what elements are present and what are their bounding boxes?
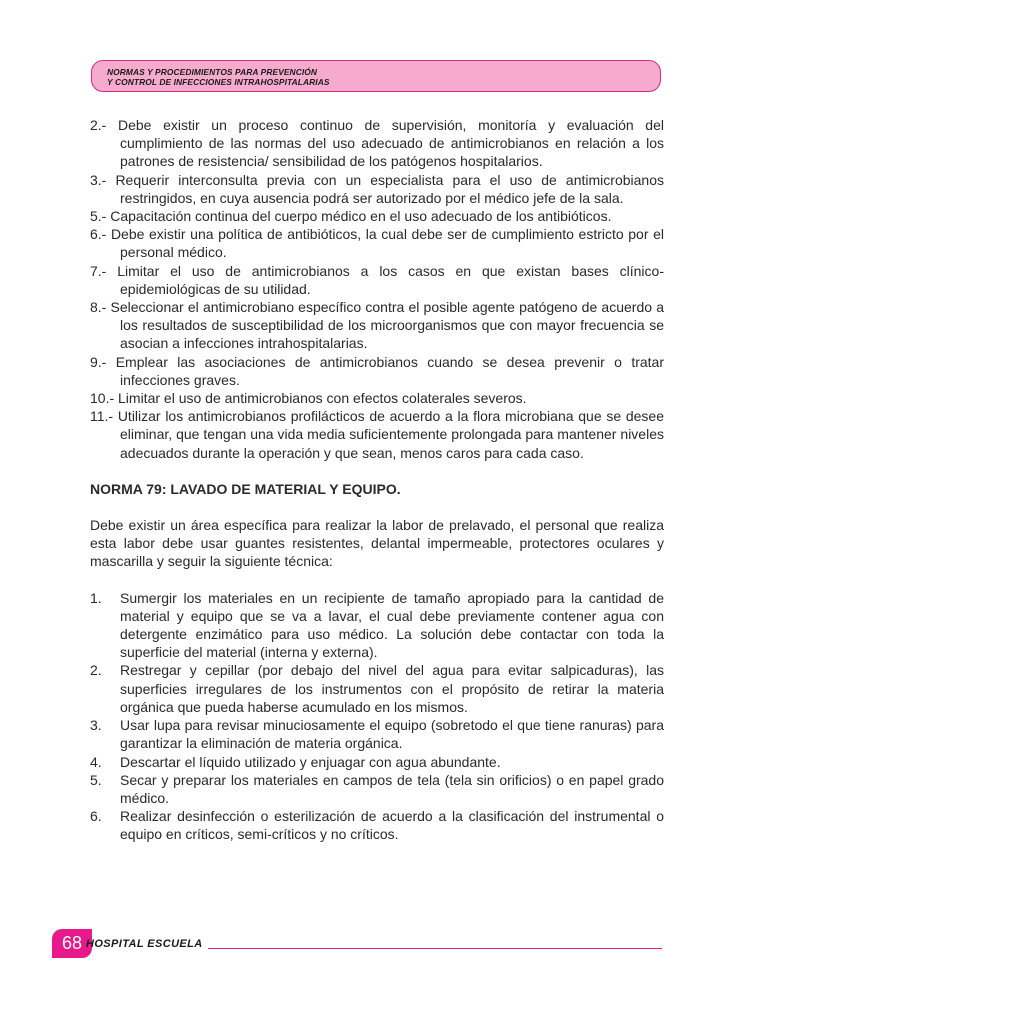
list-item-number: 11.- (90, 408, 118, 425)
list-item-text: Capacitación continua del cuerpo médico en el uso adecuado de los antibióticos. (110, 208, 612, 225)
page-number-badge: 68 (52, 929, 92, 958)
list-item (90, 407, 664, 462)
step-text: Realizar desinfección o esterilización de acuerdo a la clasificación del instrumental o equipo en críticos, semi-críticos y no críticos. (120, 808, 664, 843)
step-item (90, 661, 664, 716)
list-item (90, 207, 664, 225)
list-item (90, 171, 664, 207)
list-item (90, 225, 664, 261)
step-item (90, 753, 664, 771)
page-body (90, 116, 664, 844)
list-item-text: Debe existir una política de antibióticos, la cual debe ser de cumplimiento estricto por el personal médico. (110, 226, 664, 261)
list-item-text: Utilizar los antimicrobianos profilácticos de acuerdo a la flora microbiana que se desee eliminar, que tengan una vida media suficientemente prolongada para mantener niveles adecuados durante la operación y que sean, menos caros para cada caso. (117, 408, 664, 461)
step-number: 6. (90, 808, 102, 825)
list-item-text: Requerir interconsulta previa con un especialista para el uso de antimicrobianos restringidos, en cuya ausencia podrá ser autorizado por el médico jefe de la sala. (115, 171, 664, 206)
list-item (90, 116, 664, 171)
list-item-number: 5.- (90, 208, 111, 225)
list-item-text: Limitar el uso de antimicrobianos a los casos en que existan bases clínico-epidemiológicas de su utilidad. (117, 262, 664, 297)
step-number: 1. (90, 589, 102, 606)
list-item (90, 298, 664, 353)
step-number: 5. (90, 771, 102, 788)
list-item-number: 7.- (90, 262, 118, 279)
intro-paragraph: Debe existir un área específica para realizar la labor de prelavado, el personal que realiza esta labor debe usar guantes resistentes, delantal impermeable, protectores oculares y mascarilla y seguir la siguiente técnica: (90, 517, 664, 570)
antimicrobial-list (90, 116, 664, 462)
step-number: 4. (90, 753, 102, 770)
list-item-text: Emplear las asociaciones de antimicrobianos cuando se desea prevenir o tratar infecciones graves. (115, 353, 664, 388)
step-item (90, 807, 664, 843)
header-line-2: Y CONTROL DE INFECCIONES INTRAHOSPITALARIAS (107, 77, 330, 87)
list-item-number: 10.- (90, 390, 119, 407)
list-item-number: 8.- (90, 299, 111, 316)
list-item-number: 9.- (90, 353, 116, 370)
list-item (90, 389, 664, 407)
list-item (90, 353, 664, 389)
step-number: 3. (90, 717, 102, 734)
section-heading: NORMA 79: LAVADO DE MATERIAL Y EQUIPO. (90, 480, 401, 497)
list-item (90, 262, 664, 298)
list-item-text: Limitar el uso de antimicrobianos con efectos colaterales severos. (118, 390, 527, 407)
header-line-1: NORMAS Y PROCEDIMIENTOS PARA PREVENCIÓN (107, 67, 318, 77)
step-item (90, 589, 664, 662)
step-text: Descartar el líquido utilizado y enjuagar con agua abundante. (120, 753, 501, 770)
list-item-text: Debe existir un proceso continuo de supervisión, monitoría y evaluación del cumplimiento de las normas del uso adecuado de antimicrobianos en relación a los patrones de resistencia/ sensibilidad de los patógenos hospitalarios. (117, 117, 664, 170)
list-item-number: 2.- (90, 117, 118, 133)
running-header (91, 60, 661, 92)
step-text: Secar y preparar los materiales en campos de tela (tela sin orificios) o en papel grado médico. (120, 771, 664, 806)
step-item (90, 716, 664, 752)
footer-label: HOSPITAL ESCUELA (86, 938, 203, 950)
list-item-number: 6.- (90, 226, 111, 243)
step-item (90, 771, 664, 807)
list-item-text: Seleccionar el antimicrobiano específico contra el posible agente patógeno de acuerdo a los resultados de susceptibilidad de los microorganismos que con mayor frecuencia se asocian a infecciones intrahospitalarias. (110, 299, 664, 352)
step-text: Sumergir los materiales en un recipiente de tamaño apropiado para la cantidad de material y equipo que se va a lavar, el cual debe previamente contener agua con detergente enzimático para uso médico. La solución debe contactar con toda la superficie del material (interna y externa). (120, 589, 664, 661)
step-text: Usar lupa para revisar minuciosamente el equipo (sobretodo el que tiene ranuras) para garantizar la eliminación de materia orgánica. (120, 717, 664, 752)
step-number: 2. (90, 662, 102, 679)
list-item-number: 3.- (90, 171, 116, 188)
footer-rule (208, 948, 662, 949)
procedure-steps (90, 589, 664, 844)
step-text: Restregar y cepillar (por debajo del nivel del agua para evitar salpicaduras), las superficies irregulares de los instrumentos con el propósito de retirar la materia orgánica que pueda haberse acumulado en los mismos. (120, 662, 664, 715)
